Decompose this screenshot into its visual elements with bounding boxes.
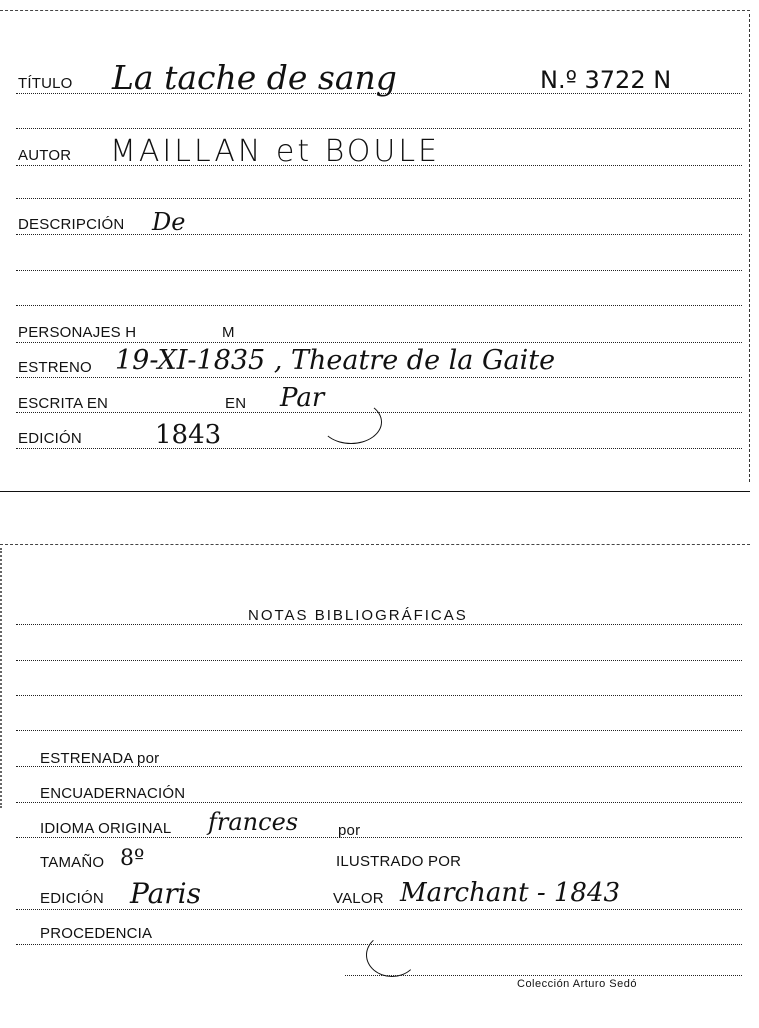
valor-label: VALOR bbox=[333, 890, 384, 907]
autor-label: AUTOR bbox=[18, 147, 72, 164]
rule-idioma bbox=[16, 837, 742, 838]
catalog-card-front bbox=[0, 0, 750, 492]
rule-blank-8 bbox=[345, 975, 742, 976]
rule-edicion bbox=[16, 448, 742, 449]
card-right-edge bbox=[743, 14, 750, 482]
catalog-card-back bbox=[0, 538, 750, 1028]
idioma-value: frances bbox=[208, 808, 299, 836]
back-edicion-label: EDICIÓN bbox=[40, 890, 104, 907]
estrenada-label: ESTRENADA por bbox=[40, 750, 160, 767]
edicion-label: EDICIÓN bbox=[18, 430, 82, 447]
rule-edicion-valor bbox=[16, 909, 742, 910]
tamano-label: TAMAÑO bbox=[40, 854, 105, 871]
card-back-left-edge bbox=[0, 548, 10, 808]
numero-value: N.º 3722 N bbox=[540, 66, 672, 94]
estreno-value: 19-XI-1835 , Theatre de la Gaite bbox=[115, 345, 556, 376]
descripcion-label: DESCRIPCIÓN bbox=[18, 216, 125, 233]
valor-value: Marchant - 1843 bbox=[400, 878, 621, 908]
rule-blank-5 bbox=[16, 660, 742, 661]
card-bottom-edge bbox=[0, 491, 750, 492]
encuadernacion-label: ENCUADERNACIÓN bbox=[40, 785, 186, 802]
por-label: por bbox=[338, 822, 361, 839]
procedencia-label: PROCEDENCIA bbox=[40, 925, 153, 942]
rule-blank-1 bbox=[16, 128, 742, 129]
rule-blank-6 bbox=[16, 695, 742, 696]
tamano-value: 8º bbox=[120, 846, 145, 871]
rule-personajes bbox=[16, 342, 742, 343]
card-top-edge bbox=[0, 10, 750, 15]
personajes-label: PERSONAJES H bbox=[18, 324, 137, 341]
escrita-label: ESCRITA EN bbox=[18, 395, 109, 412]
card-back-top-edge bbox=[0, 544, 750, 549]
edicion-value: 1843 bbox=[155, 420, 222, 450]
rule-estreno bbox=[16, 377, 742, 378]
rule-notas bbox=[16, 624, 742, 625]
ink-mark bbox=[320, 400, 382, 444]
rule-blank-2 bbox=[16, 198, 742, 199]
personajes-m-label: M bbox=[222, 324, 235, 341]
descripcion-value: De bbox=[152, 208, 186, 236]
rule-descripcion bbox=[16, 234, 742, 235]
autor-value: MAILLAN et BOULE bbox=[110, 134, 440, 169]
rule-blank-4 bbox=[16, 305, 742, 306]
rule-blank-7 bbox=[16, 730, 742, 731]
rule-blank-3 bbox=[16, 270, 742, 271]
idioma-label: IDIOMA ORIGINAL bbox=[40, 820, 172, 837]
en-value: Par bbox=[280, 383, 325, 413]
collection-credit: Colección Arturo Sedó bbox=[517, 978, 637, 990]
notas-bibliograficas-heading: NOTAS BIBLIOGRÁFICAS bbox=[248, 607, 468, 624]
back-edicion-value: Paris bbox=[130, 877, 201, 910]
en-label: EN bbox=[225, 395, 247, 412]
ilustrado-label: ILUSTRADO POR bbox=[336, 853, 462, 870]
rule-encuadernacion bbox=[16, 802, 742, 803]
titulo-label: TÍTULO bbox=[18, 75, 73, 92]
titulo-value: La tache de sang bbox=[112, 58, 397, 97]
estreno-label: ESTRENO bbox=[18, 359, 92, 376]
ink-mark-back bbox=[366, 933, 418, 977]
